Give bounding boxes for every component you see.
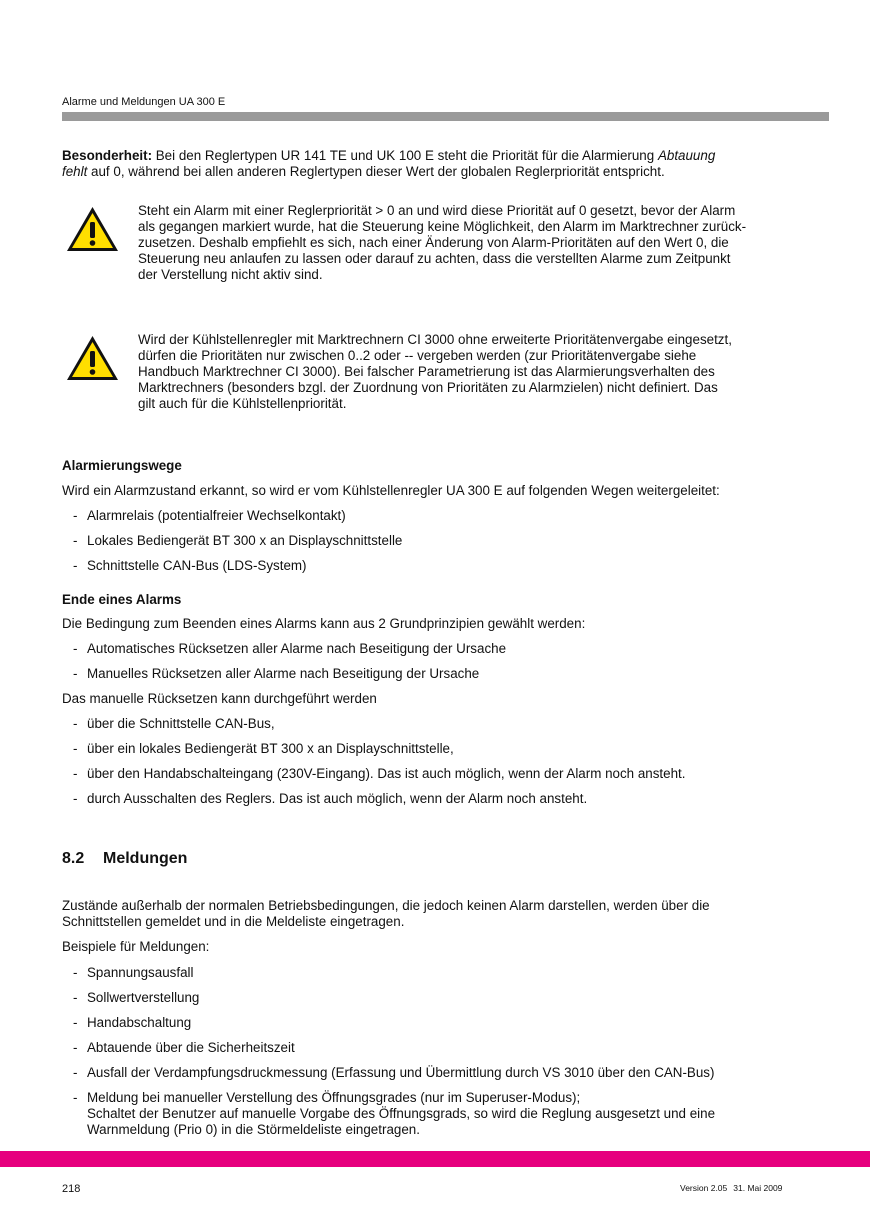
warning-2-line: dürfen die Prioritäten nur zwischen 0..2 oder -- vergeben werden (zur Prioritätenvergabe siehe [138, 348, 697, 363]
list-item: - Meldung bei manueller Verstellung des Öffnungsgrades (nur im Superuser-Modus); Schaltet der Benutzer auf manuelle Vorgabe des Öffnungsgrads, so wird die Reglung ausgesetzt und eine Warnmeldung (Prio 0) in die Störmeldeliste eingetragen. [73, 1090, 716, 1137]
list-item: - durch Ausschalten des Reglers. Das ist auch möglich, wenn der Alarm noch ansteht. [73, 791, 588, 806]
warning-1-line: als gegangen markiert wurde, hat die Steuerung keine Möglichkeit, den Alarm im Marktrechner zurück- [138, 219, 747, 234]
warning-text-1 [138, 203, 806, 283]
list-item: - über den Handabschalteingang (230V-Eingang). Das ist auch möglich, wenn der Alarm noch ansteht. [73, 766, 686, 781]
manual-reset-intro: Das manuelle Rücksetzen kann durchgeführt werden [62, 691, 377, 706]
warning-triangle-icon [65, 334, 120, 382]
header-divider [62, 112, 829, 121]
version-date: 31. Mai 2009 [733, 1183, 783, 1193]
examples-label: Beispiele für Meldungen: [62, 939, 210, 954]
section-title-text: Meldungen [103, 850, 188, 867]
intro-italic-2: fehlt [62, 164, 88, 179]
list-item: - Schnittstelle CAN-Bus (LDS-System) [73, 558, 307, 573]
warning-1-line: der Verstellung nicht aktiv sind. [138, 267, 323, 282]
alarm-end-intro: Die Bedingung zum Beenden eines Alarms kann aus 2 Grundprinzipien gewählt werden: [62, 616, 586, 631]
warning-2-line: gilt auch für die Kühlstellenpriorität. [138, 396, 347, 411]
list-item: - Abtauende über die Sicherheitszeit [73, 1040, 295, 1055]
list-item: - über ein lokales Bediengerät BT 300 x an Displayschnittstelle, [73, 741, 454, 756]
list-item: - Handabschaltung [73, 1015, 192, 1030]
warning-text-2 [138, 332, 806, 412]
alarm-end-heading: Ende eines Alarms [62, 592, 182, 607]
alarm-paths-intro: Wird ein Alarmzustand erkannt, so wird er vom Kühlstellenregler UA 300 E auf folgenden Wegen weitergeleitet: [62, 483, 720, 498]
warning-1-line: Steht ein Alarm mit einer Reglerpriorität > 0 an und wird diese Priorität auf 0 gesetzt, bevor der Alarm [138, 203, 736, 218]
version-info [680, 1183, 782, 1193]
list-item: - Alarmrelais (potentialfreier Wechselkontakt) [73, 508, 346, 523]
list-item: - Manuelles Rücksetzen aller Alarme nach Beseitigung der Ursache [73, 666, 480, 681]
page-header-title: Alarme und Meldungen UA 300 E [62, 96, 226, 108]
footer-bar [0, 1151, 870, 1167]
warning-2-line: Marktrechners (besonders bzgl. der Zuordnung von Prioritäten zu Alarmzielen) nicht definiert. Das [138, 380, 718, 395]
list-item: - Automatisches Rücksetzen aller Alarme nach Beseitigung der Ursache [73, 641, 507, 656]
version-label: Version 2.05 [680, 1183, 728, 1193]
warning-2-line: Handbuch Marktrechner CI 3000). Bei falscher Parametrierung ist das Alarmierungsverhalten des [138, 364, 715, 379]
intro-label: Besonderheit: [62, 148, 153, 163]
warning-2-line: Wird der Kühlstellenregler mit Marktrechnern CI 3000 ohne erweiterte Prioritätenvergabe eingesetzt, [138, 332, 732, 347]
intro-italic-1: Abtauung [657, 148, 716, 163]
list-item: - Ausfall der Verdampfungsdruckmessung (Erfassung und Übermittlung durch VS 3010 über den CAN-Bus) [73, 1065, 715, 1080]
list-item: - Lokales Bediengerät BT 300 x an Displayschnittstelle [73, 533, 403, 548]
section-title [62, 850, 187, 868]
intro-paragraph [62, 148, 802, 180]
section-number: 8.2 [62, 850, 85, 867]
warning-1-line: zusetzen. Deshalb empfiehlt es sich, nach einer Änderung von Alarm-Prioritäten auf den Wert 0, die [138, 235, 729, 250]
list-item: - Sollwertverstellung [73, 990, 200, 1005]
page-number: 218 [62, 1183, 81, 1195]
warning-1-line: Steuerung neu anlaufen zu lassen oder darauf zu achten, dass die verstellten Alarme zum Zeitpunkt [138, 251, 731, 266]
list-item: - über die Schnittstelle CAN-Bus, [73, 716, 275, 731]
intro-text-2: auf 0, während bei allen anderen Reglertypen dieser Wert der globalen Reglerpriorität entspricht. [87, 164, 665, 179]
warning-triangle-icon [65, 205, 120, 253]
alarm-paths-heading: Alarmierungswege [62, 458, 182, 473]
intro-text-1: Bei den Reglertypen UR 141 TE und UK 100 E steht die Priorität für die Alarmierung [152, 148, 658, 163]
section-intro: Zustände außerhalb der normalen Betriebsbedingungen, die jedoch keinen Alarm darstellen, werden über die Schnittstellen gemeldet und in die Meldeliste eingetragen. [62, 898, 710, 929]
list-item: - Spannungsausfall [73, 965, 194, 980]
